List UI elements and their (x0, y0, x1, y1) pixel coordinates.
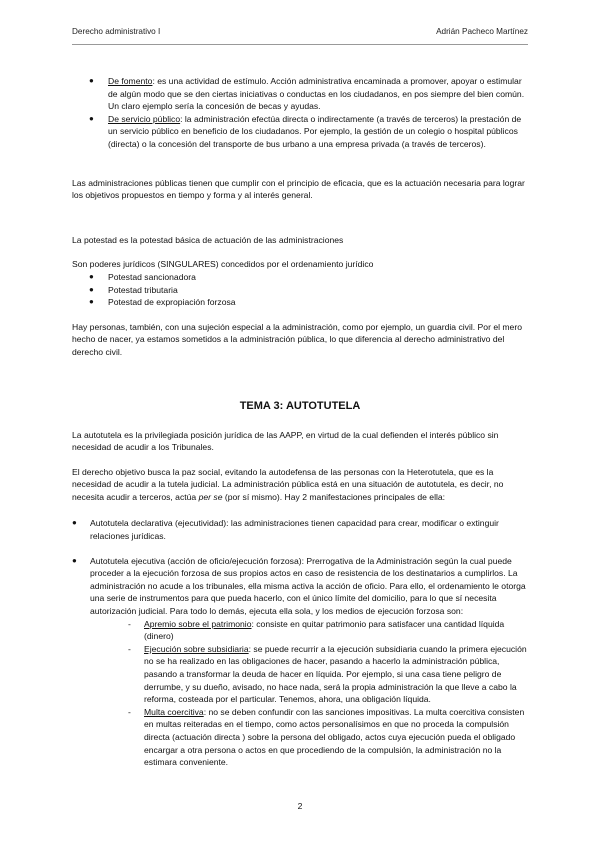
emphasis-text: per se (198, 491, 223, 502)
paragraph-derecho-objetivo (72, 466, 528, 504)
medios-list (128, 618, 528, 769)
list-item (72, 517, 528, 542)
page-body (72, 75, 528, 769)
item-text: : no se deben confundir con las sanciones impositivas. La multa coercitiva consisten en multas reiteradas en el tiempo, como actos personalísimos en que no proceda la compulsión directa (actuación directa ) sobre la persona del obligado, actos cuya ejecución pueda el obligado encargar a otra persona o actos en que procediendo de la compulsión, la administración no la estimara conveniente. (144, 706, 525, 768)
bullet-icon: ● (72, 555, 77, 565)
bullet-icon: ● (89, 271, 94, 281)
item-text: Autotutela declarativa (ejecutividad): las administraciones tienen capacidad para crear, modificar o extinguir relaciones jurídicas. (90, 518, 499, 542)
header-left: Derecho administrativo I (72, 27, 161, 36)
bullet-icon: ● (89, 76, 94, 85)
item-text: : se puede recurrir a la ejecución subsidiaria cuando la primera ejecución no se ha realizado en las obligaciones de hacer, pasando a hacerlo la administración pública, pasando a transformar la deuda de hacer en líquida. Por ejemplo, si una casa tiene peligro de derrumbe, y su dueño, avisado, no hace nada, será la propia administración la que lleve a cabo la reforma, costeada por el particular. Tenemos, ahora, una obligación líquida. (144, 643, 527, 705)
term: De fomento (108, 76, 153, 86)
paragraph-autotutela: La autotutela es la privilegiada posición jurídica de las AAPP, en virtud de la cual defienden el interés público sin necesidad de acudir a los Tribunales. (72, 429, 499, 453)
list-item (89, 113, 528, 151)
term: Ejecución sobre subsidiaria (144, 643, 249, 654)
header-right: Adrián Pacheco Martínez (436, 27, 528, 36)
potestades-list (89, 271, 528, 309)
bullet-icon: ● (89, 297, 94, 307)
manifestaciones-list (72, 517, 528, 768)
item-text: Potestad tributaria (108, 284, 178, 295)
dash-marker: - (128, 706, 131, 717)
item-text: : la administración efectúa directa o indirectamente (a través de terceros) la prestación de un servicio público en beneficio de los ciudadanos. Por ejemplo, la gestión de un colegio o hospital públicos (directa) o la concesión del transporte de bus urbano a una empresa privada (a través de terceros). (108, 113, 522, 149)
list-item (128, 706, 528, 769)
list-item (89, 296, 528, 309)
list-item (128, 618, 528, 643)
paragraph-sujecion: Hay personas, también, con una sujeción especial a la administración, como por ejemplo, un guardia civil. Por el mero hecho de nacer, ya estamos sometidos a la administración pública, lo que diferencia al derecho administrativo del derecho civil. (72, 321, 522, 357)
list-item (72, 555, 528, 769)
paragraph-eficacia: Las administraciones públicas tienen que cumplir con el principio de eficacia, que es la actuación necesaria para lograr los objetivos propuestos en tiempo y forma y al interés general. (72, 177, 525, 201)
dash-marker: - (128, 618, 131, 629)
item-text: : es una actividad de estímulo. Acción administrativa encaminada a promover, apoyar o estimular de algún modo que se den ciertas iniciativas o conductas en los ciudadanos, en pos siempre del bien común. Un claro ejemplo sería la concesión de becas y ayudas. (108, 76, 525, 112)
page-number: 2 (297, 801, 303, 811)
paragraph-poderes: Son poderes jurídicos (SINGULARES) concedidos por el ordenamiento jurídico (72, 259, 374, 270)
bullet-icon: ● (72, 518, 77, 528)
item-text: Autotutela ejecutiva (acción de oficio/ejecución forzosa): Prerrogativa de la Administración según la cual puede proceder a la ejecución forzosa de sus propios actos en caso de resistencia de los destinatarios a cumplirlos. La administración no acude a los tribunales, ella misma activa la acción de oficio. Para ello, el ordenamiento le otorga una serie de instrumentos para que pueda hacerlo, con el único límite del domicilio, para lo que sí necesita autorización judicial. Para todo lo demás, ejecuta ella sola, y los medios de ejecución forzosa son: (90, 555, 526, 617)
header-divider (72, 44, 528, 45)
bullet-icon: ● (89, 113, 94, 123)
term: Multa coercitiva (144, 706, 204, 717)
list-item (89, 271, 528, 284)
page-header (72, 26, 528, 40)
item-text: : consiste en quitar patrimonio para satisfacer una cantidad líquida (dinero) (144, 618, 505, 642)
list-item (89, 75, 528, 113)
paragraph-potestad: La potestad es la potestad básica de actuación de las administraciones (72, 234, 344, 245)
dash-marker: - (128, 643, 131, 654)
term: De servicio público (108, 113, 181, 124)
item-text: Potestad de expropiación forzosa (108, 297, 236, 308)
section-title: TEMA 3: AUTOTUTELA (239, 399, 361, 412)
list-item (128, 643, 528, 706)
term: Apremio sobre el patrimonio (144, 618, 252, 629)
text-part: El derecho objetivo busca la paz social, evitando la autodefensa de las personas con la Heterotutela, que es la necesidad de acudir a la tutela judicial. La administración pública está en una situación de autotutela, es decir, no necesita acudir a terceros, actúa (72, 466, 504, 502)
list-item (89, 284, 528, 297)
text-part: (por sí mismo). Hay 2 manifestaciones principales de ella: (222, 491, 446, 502)
bullet-icon: ● (89, 284, 94, 294)
activity-list (89, 75, 528, 151)
item-text: Potestad sancionadora (108, 271, 196, 282)
